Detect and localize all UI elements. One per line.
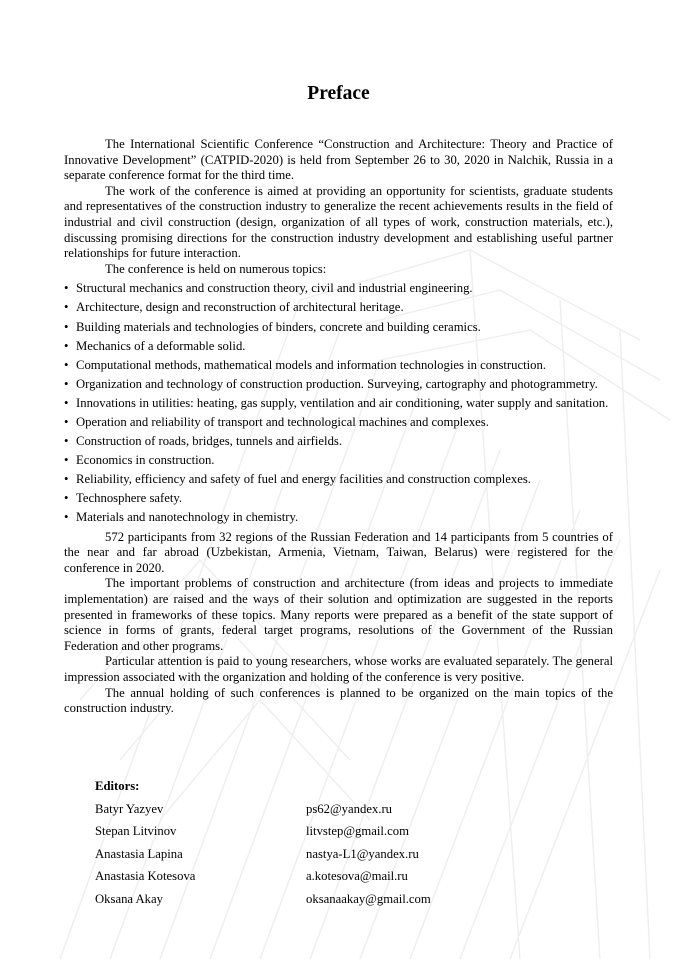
intro-paragraph: The work of the conference is aimed at providing an opportunity for scientists, graduate students and representatives of the construction industry to generalize the recent achievements results in the field of industrial and civil construction (design, organization of all types of work, construction materials, etc.), discussing promising directions for the construction industry development and establishing useful partner relationships for future interaction. (64, 183, 613, 261)
editor-email[interactable]: nastya-L1@yandex.ru (306, 846, 419, 861)
editor-email[interactable]: litvstep@gmail.com (306, 824, 409, 839)
editor-row (95, 824, 495, 847)
closing-paragraph: The annual holding of such conferences is planned to be organized on the main topics of the construction industry. (64, 685, 613, 716)
closing-paragraph: The important problems of construction and architecture (from ideas and projects to immediate implementation) are raised and the ways of their solution and optimization are suggested in the reports presented in frameworks of these topics. Many reports were prepared as a benefit of the state support of science in forms of grants, federal target programs, resolutions of the Government of the Russian Federation and other programs. (64, 576, 613, 653)
topic-item: • Reliability, efficiency and safety of fuel and energy facilities and construction complexes. (64, 472, 613, 488)
editor-row (95, 869, 495, 892)
editors-section (95, 779, 495, 915)
intro-paragraph: The International Scientific Conference “Construction and Architecture: Theory and Practice of Innovative Development” (CATPID-2020) is held from September 26 to 30, 2020 in Nalchik, Russia in a separate conference format for the third time. (64, 137, 613, 183)
topic-item: • Mechanics of a deformable solid. (64, 339, 613, 355)
topic-item: • Innovations in utilities: heating, gas supply, ventilation and air conditioning, water supply and sanitation. (64, 396, 613, 412)
editor-row (95, 847, 495, 870)
topic-item: • Construction of roads, bridges, tunnels and airfields. (64, 434, 613, 450)
topics-list (64, 281, 613, 526)
topic-item: • Materials and nanotechnology in chemistry. (64, 510, 613, 526)
page-title: Preface (307, 83, 370, 104)
body-text (64, 137, 613, 717)
closing-paragraph: Particular attention is paid to young researchers, whose works are evaluated separately. The general impression associated with the organization and holding of the conference is very positive. (64, 654, 613, 684)
editor-name: Oksana Akay (95, 891, 164, 906)
editor-email[interactable]: a.kotesova@mail.ru (306, 869, 408, 884)
topic-item: • Architecture, design and reconstruction of architectural heritage. (64, 300, 613, 316)
topic-item: • Technosphere safety. (64, 491, 613, 507)
editor-row (95, 802, 495, 825)
editor-name: Stepan Litvinov (95, 824, 177, 839)
topic-item: • Economics in construction. (64, 453, 613, 469)
topic-item: • Building materials and technologies of binders, concrete and building ceramics. (64, 320, 613, 336)
editor-name: Anastasia Kotesova (95, 869, 196, 884)
editor-row (95, 892, 495, 915)
topic-item: • Operation and reliability of transport and technological machines and complexes. (64, 415, 613, 431)
editor-name: Anastasia Lapina (95, 846, 183, 861)
main-content (64, 82, 613, 717)
editor-email[interactable]: oksanaakay@gmail.com (306, 891, 431, 906)
editors-heading: Editors: (95, 779, 140, 793)
closing-paragraph: 572 participants from 32 regions of the Russian Federation and 14 participants from 5 countries of the near and far abroad (Uzbekistan, Armenia, Vietnam, Taiwan, Belarus) were registered for the conference in 2020. (64, 529, 613, 575)
topics-intro-paragraph: The conference is held on numerous topics: (105, 261, 327, 276)
topic-item: • Structural mechanics and construction theory, civil and industrial engineering. (64, 281, 613, 297)
editor-name: Batyr Yazyev (95, 801, 164, 816)
topic-item: • Computational methods, mathematical models and information technologies in construction. (64, 358, 613, 374)
editor-email[interactable]: ps62@yandex.ru (306, 801, 393, 816)
topic-item: • Organization and technology of construction production. Surveying, cartography and photogrammetry. (64, 377, 613, 393)
